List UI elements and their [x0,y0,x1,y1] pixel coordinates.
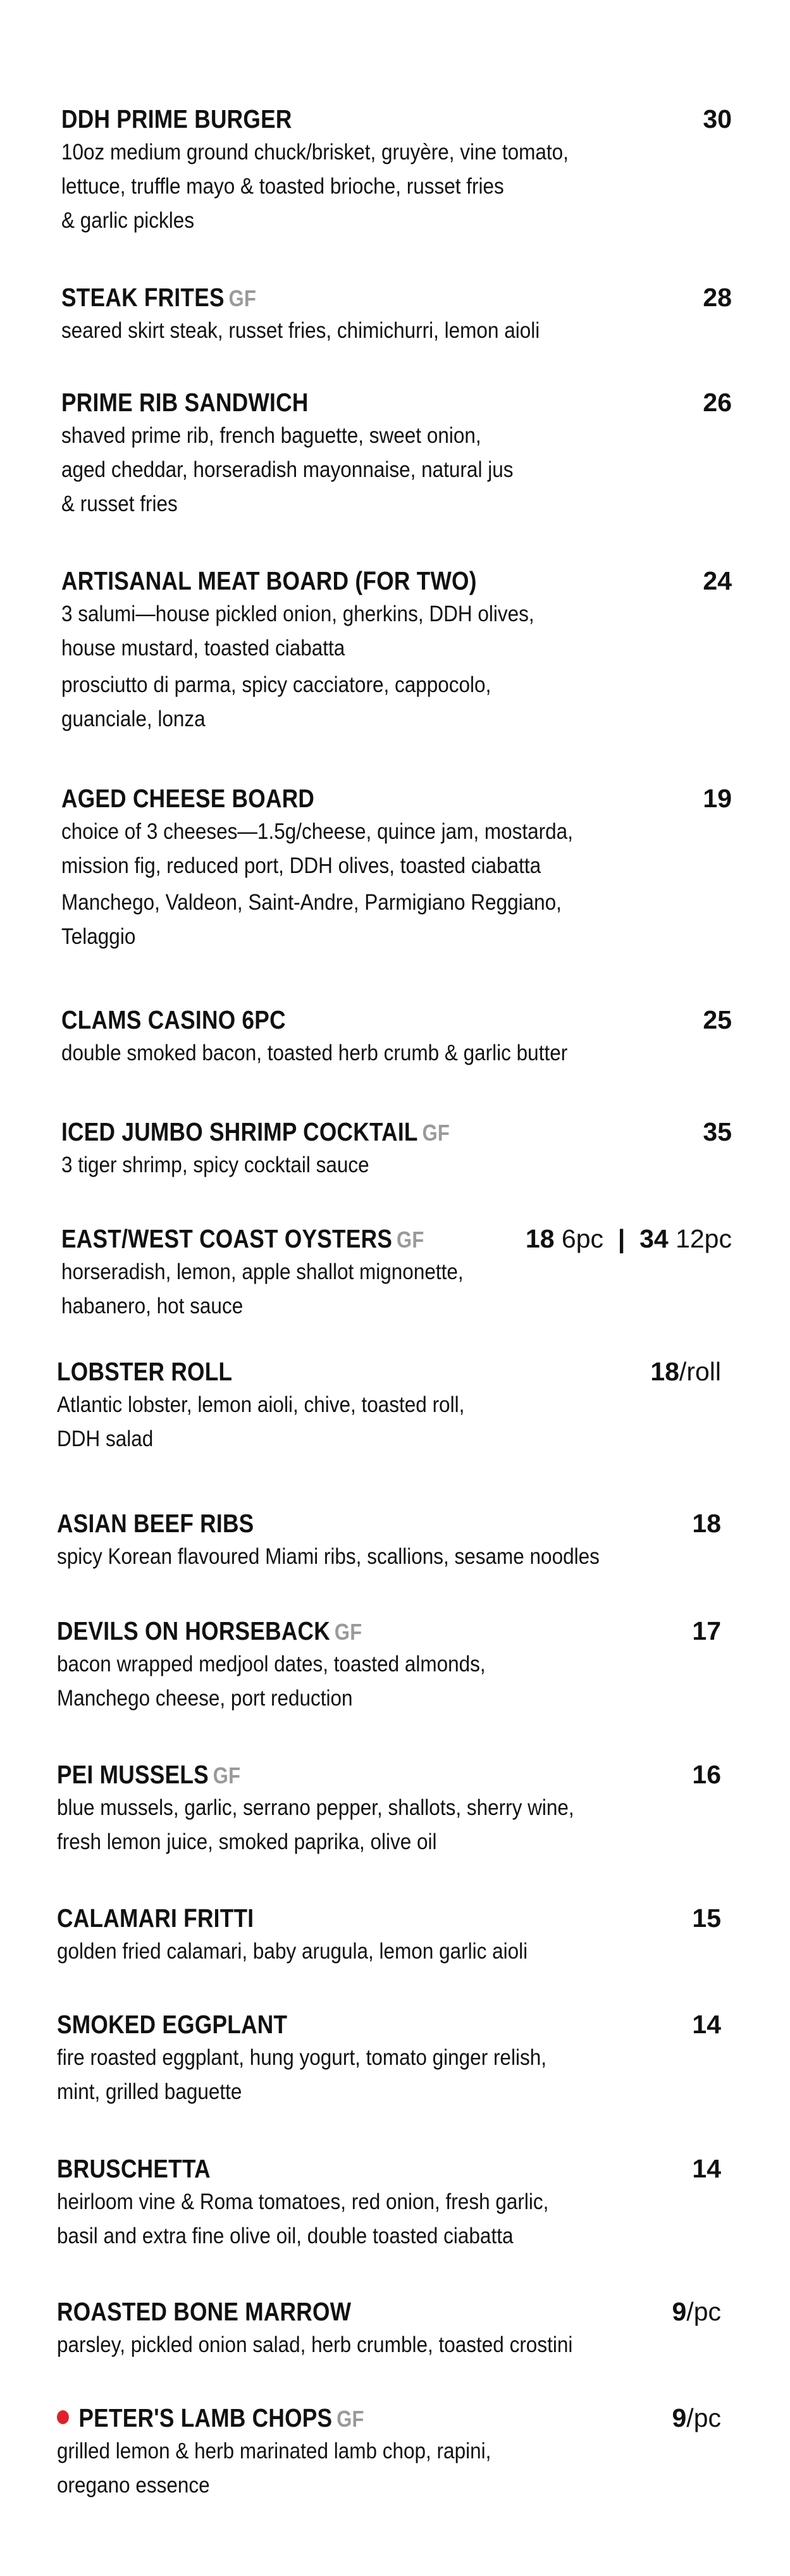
item-description: bacon wrapped medjool dates, toasted almonds, Manchego cheese, port reduction [57,1652,486,1711]
item-price: 30 [703,104,732,133]
menu-item-asian-beef-ribs [57,1508,721,1578]
menu-item-lobster-roll [57,1356,721,1464]
menu-item-iced-jumbo-shrimp-cocktail [61,1117,732,1186]
item-description: spicy Korean flavoured Miami ribs, scallions, sesame noodles [57,1544,600,1569]
item-description: double smoked bacon, toasted herb crumb & garlic butter [61,1041,568,1065]
item-description: golden fried calamari, baby arugula, lemon garlic aioli [57,1939,528,1964]
menu-item-artisanal-meat-board [61,566,732,749]
gluten-free-badge: GF [397,1227,424,1253]
item-description: fire roasted eggplant, hung yogurt, tomato ginger relish, mint, grilled baguette [57,2045,546,2104]
menu-item-clams-casino [61,1005,732,1074]
menu-item-ddh-prime-burger [61,104,732,243]
menu-item-pei-mussels [57,1759,721,1867]
menu-item-peters-lamb-chops [57,2403,721,2510]
item-description: 3 tiger shrimp, spicy cocktail sauce [61,1153,369,1177]
item-price: 24 [703,566,732,595]
item-description: parsley, pickled onion salad, herb crumble, toasted crostini [57,2332,573,2357]
item-description: seared skirt steak, russet fries, chimichurri, lemon aioli [61,318,540,343]
item-price: 26 [703,388,732,417]
item-name: DEVILS ON HORSEBACK GF [57,1616,362,1645]
item-description: grilled lemon & herb marinated lamb chop, rapini, oregano essence [57,2439,491,2498]
gluten-free-badge: GF [334,1619,362,1645]
item-name: ICED JUMBO SHRIMP COCKTAIL GF [61,1117,450,1146]
item-price: 9/pc [672,2403,721,2432]
item-description: 10oz medium ground chuck/brisket, gruyère, vine tomato, lettuce, truffle mayo & toasted brioche, russet fries & garlic pickles [61,140,569,233]
item-selection: Manchego, Valdeon, Saint-Andre, Parmigiano Reggiano, Telaggio [61,890,562,949]
menu-item-bruschetta [57,2153,721,2261]
item-price: 17 [692,1616,721,1645]
item-name: ASIAN BEEF RIBS [57,1509,254,1538]
menu-item-prime-rib-sandwich [61,387,732,526]
item-name: CLAMS CASINO 6PC [61,1005,286,1034]
gluten-free-badge: GF [422,1120,450,1146]
menu-item-devils-on-horseback [57,1616,721,1723]
item-name: CALAMARI FRITTI [57,1904,254,1933]
item-price: 18 6pc | 34 12pc [525,1224,732,1253]
item-price: 9/pc [672,2297,721,2326]
item-name: PETER'S LAMB CHOPS GF [57,2403,364,2434]
item-description: heirloom vine & Roma tomatoes, red onion, fresh garlic, basil and extra fine olive oil, double toasted ciabatta [57,2189,549,2248]
item-description: horseradish, lemon, apple shallot mignonette, habanero, hot sauce [61,1260,464,1318]
gluten-free-badge: GF [336,2406,364,2432]
item-name: ROASTED BONE MARROW [57,2297,352,2326]
item-name: SMOKED EGGPLANT [57,2010,288,2039]
item-name: LOBSTER ROLL [57,1357,233,1386]
item-price: 28 [703,283,732,312]
item-name: PRIME RIB SANDWICH [61,388,309,417]
item-name: EAST/WEST COAST OYSTERS GF [61,1224,424,1253]
item-price: 16 [692,1760,721,1789]
featured-dot-icon [57,2410,69,2424]
item-name: STEAK FRITES GF [61,283,257,312]
item-price: 25 [703,1005,732,1034]
item-name: PEI MUSSELS GF [57,1760,241,1789]
gluten-free-badge: GF [228,285,257,311]
item-price: 15 [692,1904,721,1933]
item-description: shaved prime rib, french baguette, sweet onion, aged cheddar, horseradish mayonnaise, natural jus & russet fries [61,423,514,516]
item-price: 14 [692,2010,721,2039]
item-description: blue mussels, garlic, serrano pepper, shallots, sherry wine, fresh lemon juice, smoked paprika, olive oil [57,1795,574,1854]
item-price: 19 [703,784,732,813]
item-name: ARTISANAL MEAT BOARD (FOR TWO) [61,566,477,595]
item-price: 18 [692,1509,721,1538]
item-selection: prosciutto di parma, spicy cacciatore, cappocolo, guanciale, lonza [61,672,491,731]
item-description: Atlantic lobster, lemon aioli, chive, toasted roll, DDH salad [57,1392,465,1451]
item-name: BRUSCHETTA [57,2154,211,2183]
item-price: 18/roll [650,1357,721,1386]
menu-item-smoked-eggplant [57,2009,721,2117]
item-price: 14 [692,2154,721,2183]
menu-item-roasted-bone-marrow [57,2296,721,2366]
item-description: 3 salumi—house pickled onion, gherkins, DDH olives, house mustard, toasted ciabatta [61,602,534,660]
menu-item-steak-frites [61,282,732,352]
item-description: choice of 3 cheeses—1.5g/cheese, quince jam, mostarda, mission fig, reduced port, DDH olives, toasted ciabatta [61,819,573,878]
gluten-free-badge: GF [213,1762,241,1788]
item-name: AGED CHEESE BOARD [61,784,315,813]
menu-item-calamari-fritti [57,1903,721,1972]
menu-item-aged-cheese-board [61,783,732,967]
item-price: 35 [703,1117,732,1146]
item-name: DDH PRIME BURGER [61,104,292,133]
menu-item-oysters [61,1223,732,1331]
